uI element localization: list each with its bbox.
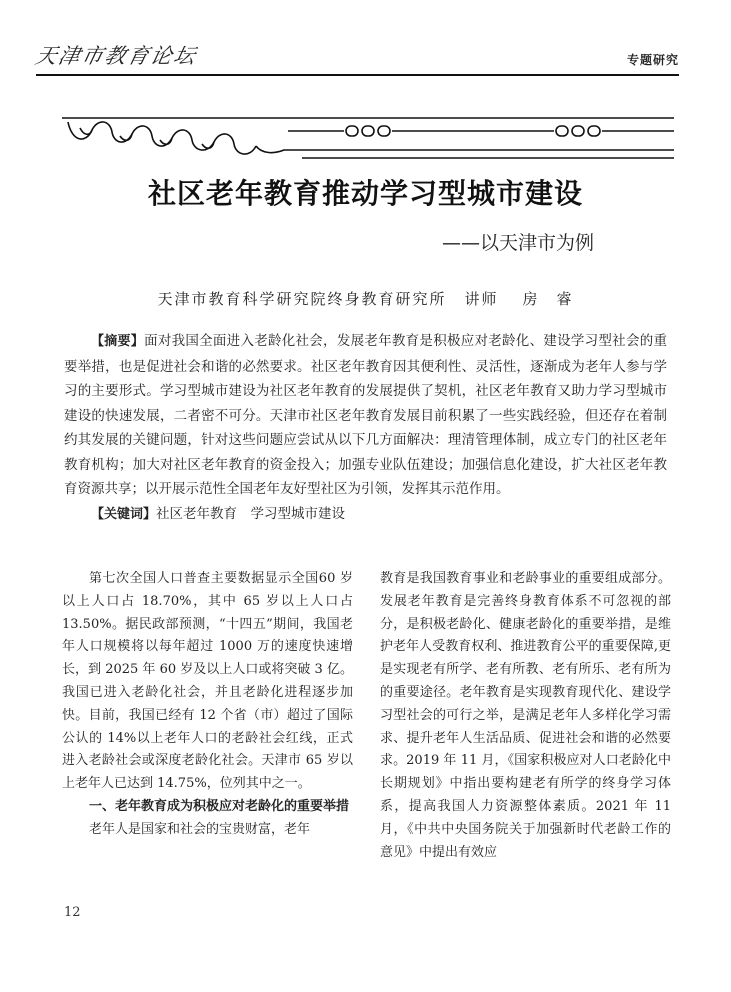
keywords-label: 【关键词】 (91, 506, 157, 522)
body-paragraph: 第七次全国人口普查主要数据显示全国60 岁以上人口占 18.70%，其中 65 岁以上人口占 13.50%。据民政部预测，“十四五”期间，我国老年人口规模将以每年超过 1000 万的速度快速增长，到 2025 年 60 岁及以上人口或将突破 3 亿。我国已进入老龄化社会，并且老龄化进程逐步加快。目前，我国已经有 12 个省（市）超过了国际公认的 14%以上老年人口的老龄社会红线，正式进入老龄社会或深度老龄化社会。天津市 65 岁以上老年人已达到 14.75%，位列其中之一。 (62, 571, 353, 792)
section-heading: 一、老年教育成为积极应对老龄化的重要举措 (89, 798, 350, 814)
author-role: 讲师 (464, 290, 499, 308)
abstract-block (64, 329, 667, 527)
body-paragraph: 老年人是国家和社会的宝贵财富，老年 (89, 821, 311, 837)
section-label: 专题研究 (626, 53, 679, 67)
body-column-right (380, 568, 671, 864)
author-affiliation: 天津市教育科学研究院终身教育研究所 (157, 290, 447, 308)
author-name: 房 睿 (522, 290, 574, 308)
abstract-paragraph (64, 329, 667, 502)
body-paragraph: 教育是我国教育事业和老龄事业的重要组成部分。发展老年教育是完善终身教育体系不可忽视的部分，是积极老龄化、健康老龄化的重要举措，是维护老年人受教育权利、推进教育公平的重要保障,更是实现老有所学、老有所教、老有所乐、老有所为的重要途径。老年教育是实现教育现代化、建设学习型社会的可行之举，是满足老年人多样化学习需求、提升老年人生活品质、促进社会和谐的必然要求。2019 年 11 月，《国家积极应对人口老龄化中长期规划》中指出要构建老有所学的终身学习体系，提高我国人力资源整体素质。2021 年 11 月，《中共中央国务院关于加强新时代老龄工作的意见》中提出有效应 (380, 571, 671, 860)
author-line (0, 288, 731, 309)
page-number: 12 (64, 905, 81, 920)
abstract-label: 【摘要】 (91, 334, 145, 349)
keywords-text: 社区老年教育 学习型城市建设 (156, 505, 346, 522)
body-column-left (62, 568, 353, 842)
keywords-paragraph (64, 502, 667, 528)
article-title: 社区老年教育推动学习型城市建设 (147, 177, 583, 210)
scroll-ornament-icon (62, 114, 674, 170)
header-rule (36, 74, 679, 76)
abstract-text: 面对我国全面进入老龄化社会，发展老年教育是积极应对老龄化、建设学习型社会的重要举措，也是促进社会和谐的必然要求。社区老年教育因其便利性、灵活性，逐渐成为老年人参与学习的主要形式。学习型城市建设为社区老年教育的发展提供了契机，社区老年教育又助力学习型城市建设的快速发展，二者密不可分。天津市社区老年教育发展目前积累了一些实践经验，但还存在着制约其发展的关键问题，针对这些问题应尝试从以下几方面解决：理清管理体制，成立专门的社区老年教育机构；加大对社区老年教育的资金投入；加强专业队伍建设；加强信息化建设，扩大社区老年教育资源共享；以开展示范性全国老年友好型社区为引领，发挥其示范作用。 (64, 333, 667, 497)
journal-name: 天津市教育论坛 (33, 44, 200, 68)
article-subtitle: ——以天津市为例 (442, 232, 595, 254)
